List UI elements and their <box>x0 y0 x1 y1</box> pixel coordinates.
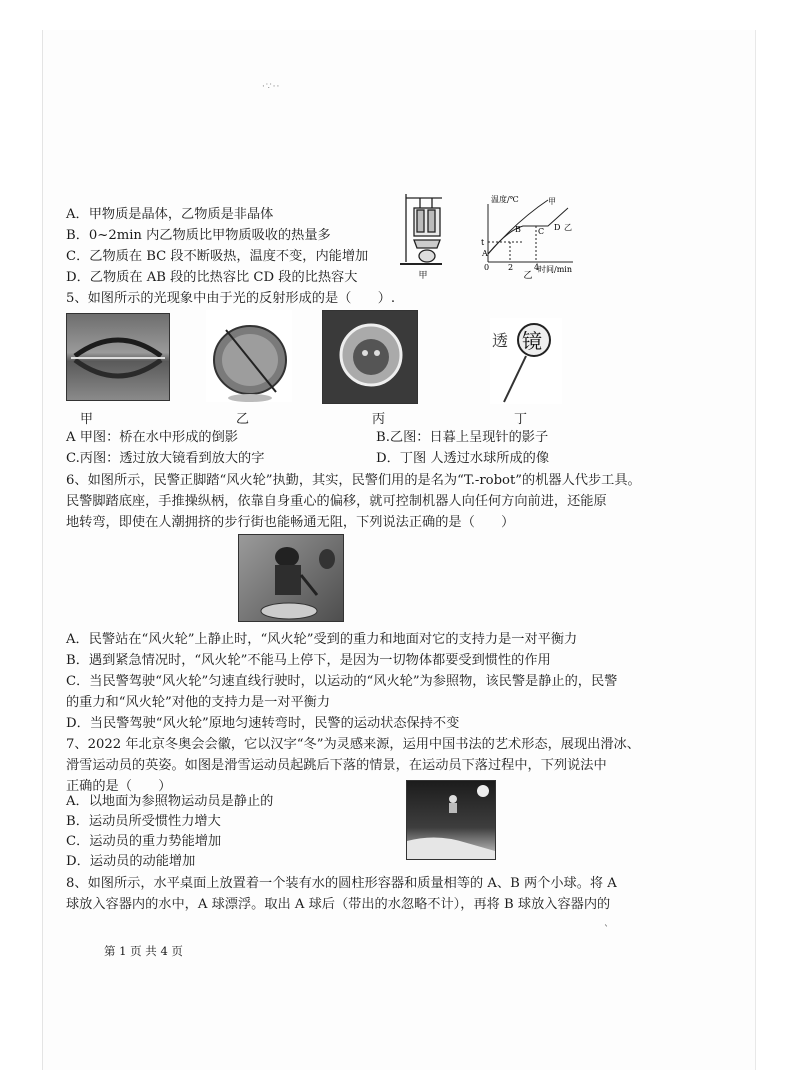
magnifier-photo <box>322 310 418 404</box>
graph-ylabel: 温度/℃ <box>491 195 519 204</box>
q6-stem-line-1: 6、如图所示，民警正脚踏“风火轮”执勤，其实，民警们用的是名为“T.-robot”的机器人代步工具。 <box>66 473 641 488</box>
q4-option-c: C．乙物质在 BC 段不断吸热，温度不变，内能增加 <box>66 249 369 264</box>
q6-option-b: B．遇到紧急情况时，“风火轮”不能马上停下，是因为一切物体都要受到惯性的作用 <box>66 653 551 668</box>
q7-option-d: D．运动员的动能增加 <box>66 854 196 869</box>
q6-stem-line-2: 民警脚踏底座，手推操纵柄，依靠自身重心的偏移，就可控制机器人向任何方向前进，还能原 <box>66 494 607 509</box>
q6-option-a: A．民警站在“风火轮”上静止时，“风火轮”受到的重力和地面对它的支持力是一对平衡力 <box>66 632 578 647</box>
page-footer: 第 1 页 共 4 页 <box>104 944 183 958</box>
q5-caption-yi: 乙 <box>236 412 250 427</box>
graph-ytick: t <box>481 238 485 247</box>
graph-xtick-2: 2 <box>508 263 514 272</box>
graph-xtick-0: 0 <box>484 263 490 272</box>
series-label-yi: 乙 <box>564 223 572 232</box>
q5-option-c: C.丙图：透过放大镜看到放大的字 <box>66 451 265 466</box>
series-label-jia: 甲 <box>548 197 556 206</box>
apparatus-caption: 甲 <box>418 271 428 280</box>
water-sphere-photo <box>490 318 562 404</box>
ding-text-tou: 透 <box>492 331 509 350</box>
point-b: B <box>515 225 521 234</box>
q7-stem-line-3: 正确的是（ ） <box>66 779 172 794</box>
q7-option-c: C．运动员的重力势能增加 <box>66 834 222 849</box>
ski-jumper-photo <box>406 780 496 860</box>
scan-artifact: ` <box>604 925 609 936</box>
q5-stem: 5、如图所示的光现象中由于光的反射形成的是（ ）. <box>66 291 396 306</box>
graph-xtick-4: 4 <box>534 263 540 272</box>
q7-stem-line-1: 7、2022 年北京冬奥会会徽，它以汉字“冬”为灵感来源，运用中国书法的艺术形态，展现出滑冰、 <box>66 737 640 752</box>
q7-stem-line-2: 滑雪运动员的英姿。如图是滑雪运动员起跳后下落的情景，在运动员下落过程中，下列说法中 <box>66 758 607 773</box>
q6-option-d: D．当民警驾驶“风火轮”原地匀速转弯时，民警的运动状态保持不变 <box>66 716 460 731</box>
q8-stem-line-2: 球放入容器内的水中，A 球漂浮。取出 A 球后（带出的水忽略不计），再将 B 球放入容器内的 <box>66 897 611 912</box>
point-c: C <box>538 227 545 236</box>
police-robot-photo <box>238 534 344 622</box>
q6-option-c-cont: 的重力和“风火轮”对他的支持力是一对平衡力 <box>66 695 331 710</box>
graph-caption: 乙 <box>523 271 533 280</box>
q5-caption-bing: 丙 <box>372 412 386 427</box>
q8-stem-line-1: 8、如图所示，水平桌面上放置着一个装有水的圆柱形容器和质量相等的 A、B 两个小球。将 A <box>66 876 617 891</box>
ding-text-jing: 镜 <box>522 329 542 353</box>
q4-option-d: D．乙物质在 AB 段的比热容比 CD 段的比热容大 <box>66 270 358 285</box>
point-d: D <box>554 223 561 232</box>
q5-caption-ding: 丁 <box>514 412 528 427</box>
q7-option-b: B．运动员所受惯性力增大 <box>66 814 221 829</box>
q6-stem-line-3: 地转弯，即使在人潮拥挤的步行街也能畅通无阻，下列说法正确的是（ ） <box>66 515 515 530</box>
q4-option-a: A．甲物质是晶体，乙物质是非晶体 <box>66 207 274 222</box>
bridge-reflection-photo <box>66 313 170 401</box>
point-a: A <box>482 249 488 258</box>
q5-option-b: B.乙图：日暮上呈现针的影子 <box>376 430 549 445</box>
q5-option-d: D．丁图 人透过水球所成的像 <box>376 451 550 466</box>
q4-diagram <box>398 190 623 280</box>
scan-artifact: ·∵·· <box>262 82 281 92</box>
q5-caption-jia: 甲 <box>80 412 94 427</box>
q4-option-b: B．0~2min 内乙物质比甲物质吸收的热量多 <box>66 228 331 243</box>
q5-option-a: A 甲图：桥在水中形成的倒影 <box>66 430 238 445</box>
q6-option-c: C．当民警驾驶“风火轮”匀速直线行驶时，以运动的“风火轮”为参照物，该民警是静止的，民警 <box>66 674 618 689</box>
sundial-photo <box>206 310 292 402</box>
graph-xlabel: 时间/min <box>538 265 572 274</box>
q7-option-a: A．以地面为参照物运动员是静止的 <box>66 794 274 809</box>
heating-apparatus <box>400 194 442 264</box>
